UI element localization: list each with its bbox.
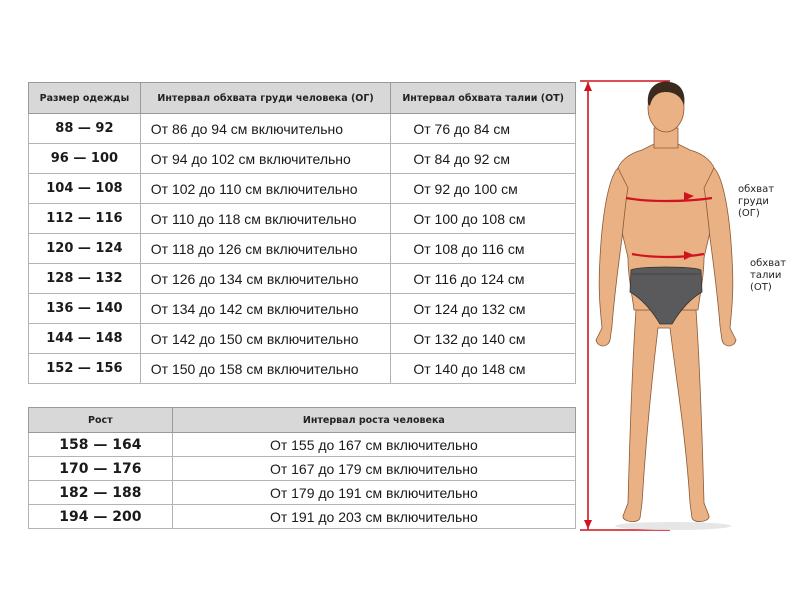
table-row bbox=[29, 505, 576, 529]
chest-cell: От 86 до 94 см включительно bbox=[140, 114, 391, 144]
chest-cell: От 134 до 142 см включительно bbox=[140, 294, 391, 324]
table-row bbox=[29, 433, 576, 457]
chest-cell: От 142 до 150 см включительно bbox=[140, 324, 391, 354]
chest-cell: От 102 до 110 см включительно bbox=[140, 174, 391, 204]
height-range-cell: От 155 до 167 см включительно bbox=[172, 433, 575, 457]
chest-measure-label: обхват груди (ОГ) bbox=[738, 184, 775, 219]
size-cell: 96 — 100 bbox=[29, 144, 141, 174]
waist-cell: От 124 до 132 см bbox=[391, 294, 576, 324]
height-cell: 158 — 164 bbox=[29, 433, 173, 457]
waist-cell: От 108 до 116 см bbox=[391, 234, 576, 264]
size-cell: 136 — 140 bbox=[29, 294, 141, 324]
height-table-header-row bbox=[29, 408, 576, 433]
waist-cell: От 100 до 108 см bbox=[391, 204, 576, 234]
size-cell: 144 — 148 bbox=[29, 324, 141, 354]
table-row bbox=[29, 204, 576, 234]
chest-cell: От 150 до 158 см включительно bbox=[140, 354, 391, 384]
waist-measure-label: обхват талии (ОТ) bbox=[750, 258, 787, 293]
size-cell: 104 — 108 bbox=[29, 174, 141, 204]
table-row bbox=[29, 264, 576, 294]
size-table bbox=[28, 82, 576, 384]
chest-cell: От 94 до 102 см включительно bbox=[140, 144, 391, 174]
chest-cell: От 110 до 118 см включительно bbox=[140, 204, 391, 234]
size-cell: 152 — 156 bbox=[29, 354, 141, 384]
body-figure-illustration bbox=[578, 78, 778, 536]
waist-cell: От 76 до 84 см bbox=[391, 114, 576, 144]
waist-cell: От 92 до 100 см bbox=[391, 174, 576, 204]
table-row bbox=[29, 324, 576, 354]
table-row bbox=[29, 457, 576, 481]
size-cell: 128 — 132 bbox=[29, 264, 141, 294]
header-height: Рост bbox=[29, 408, 173, 433]
height-range-cell: От 179 до 191 см включительно bbox=[172, 481, 575, 505]
chest-cell: От 126 до 134 см включительно bbox=[140, 264, 391, 294]
height-range-cell: От 191 до 203 см включительно bbox=[172, 505, 575, 529]
header-clothing-size: Размер одежды bbox=[29, 83, 141, 114]
table-row bbox=[29, 294, 576, 324]
height-cell: 182 — 188 bbox=[29, 481, 173, 505]
table-row bbox=[29, 481, 576, 505]
waist-cell: От 132 до 140 см bbox=[391, 324, 576, 354]
size-table-header-row bbox=[29, 83, 576, 114]
height-range-cell: От 167 до 179 см включительно bbox=[172, 457, 575, 481]
height-table bbox=[28, 407, 576, 529]
table-row bbox=[29, 144, 576, 174]
header-chest-range: Интервал обхвата груди человека (ОГ) bbox=[140, 83, 391, 114]
waist-cell: От 84 до 92 см bbox=[391, 144, 576, 174]
size-cell: 120 — 124 bbox=[29, 234, 141, 264]
waist-cell: От 116 до 124 см bbox=[391, 264, 576, 294]
waist-cell: От 140 до 148 см bbox=[391, 354, 576, 384]
height-cell: 170 — 176 bbox=[29, 457, 173, 481]
table-row bbox=[29, 234, 576, 264]
table-row bbox=[29, 114, 576, 144]
size-cell: 88 — 92 bbox=[29, 114, 141, 144]
chest-cell: От 118 до 126 см включительно bbox=[140, 234, 391, 264]
header-height-range: Интервал роста человека bbox=[172, 408, 575, 433]
height-cell: 194 — 200 bbox=[29, 505, 173, 529]
table-row bbox=[29, 174, 576, 204]
table-row bbox=[29, 354, 576, 384]
header-waist-range: Интервал обхвата талии (ОТ) bbox=[391, 83, 576, 114]
size-cell: 112 — 116 bbox=[29, 204, 141, 234]
